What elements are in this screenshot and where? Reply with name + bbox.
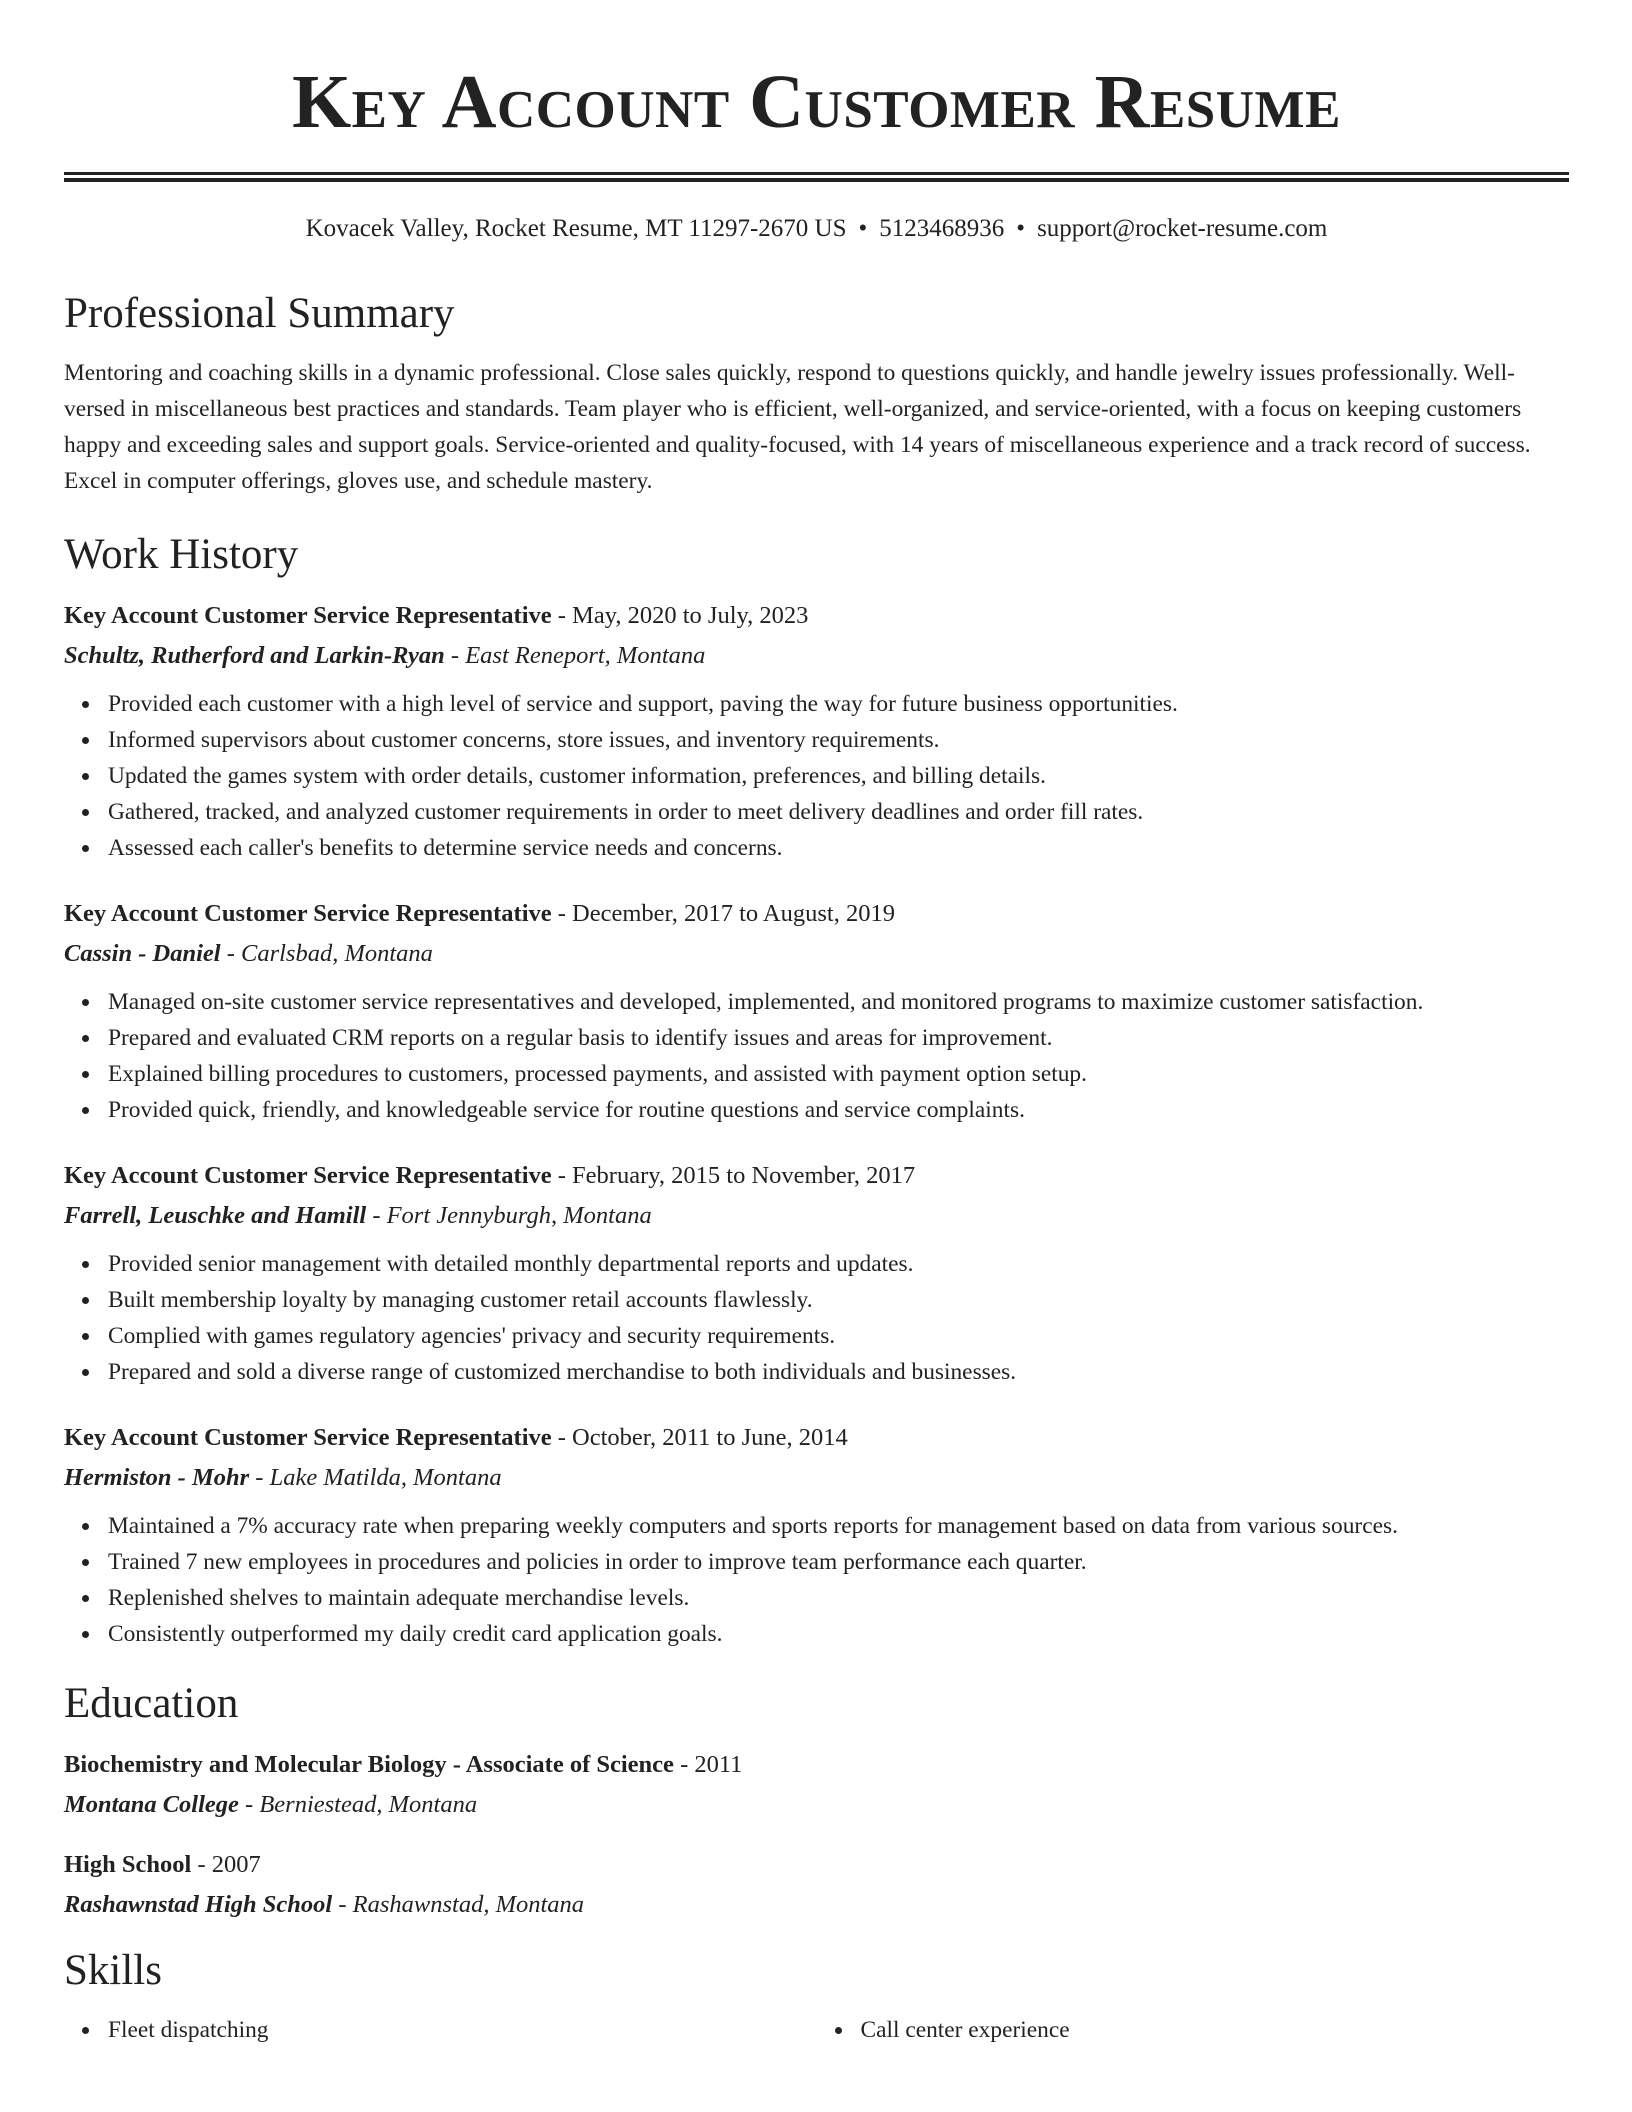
list-item: Maintained a 7% accuracy rate when preparing weekly computers and sports reports for management based on data from various sources.: [108, 1508, 1569, 1544]
job-title: Key Account Customer Service Representative: [64, 1162, 552, 1189]
job-company-line: [64, 1201, 1569, 1229]
list-item: Informed supervisors about customer concerns, store issues, and inventory requirements.: [108, 722, 1569, 758]
list-item: Managed on-site customer service representatives and developed, implemented, and monitored programs to maximize customer satisfaction.: [108, 984, 1569, 1020]
contact-separator: •: [858, 215, 868, 242]
resume-page: [64, 0, 1569, 2048]
contact-line: [64, 216, 1569, 241]
title-divider: [64, 172, 1569, 182]
list-item: Provided quick, friendly, and knowledgeable service for routine questions and service complaints.: [108, 1092, 1569, 1128]
resume-title: Key Account Customer Resume: [292, 60, 1341, 144]
education-school: Montana College: [64, 1790, 239, 1818]
job-entry: [64, 1164, 1569, 1390]
job-dates: - October, 2011 to June, 2014: [551, 1424, 848, 1451]
education-degree-line: [64, 1853, 1569, 1878]
skills-column-left: [64, 2012, 817, 2048]
job-entry: [64, 1426, 1569, 1652]
education-entry: [64, 1753, 1569, 1817]
list-item: Provided senior management with detailed monthly departmental reports and updates.: [108, 1246, 1569, 1282]
job-header: [64, 902, 1569, 927]
job-bullets: [64, 984, 1569, 1128]
job-title: Key Account Customer Service Representative: [64, 900, 552, 927]
job-title: Key Account Customer Service Representative: [64, 1424, 552, 1451]
summary-heading: Professional Summary: [64, 290, 455, 337]
education-location: - Rashawnstad, Montana: [332, 1890, 585, 1918]
education-location: - Berniestead, Montana: [238, 1790, 478, 1818]
job-header: [64, 604, 1569, 629]
job-header: [64, 1164, 1569, 1189]
job-location: - Lake Matilda, Montana: [249, 1463, 502, 1491]
education-year: - 2007: [191, 1851, 261, 1878]
job-company: Hermiston - Mohr: [64, 1463, 250, 1491]
education-school: Rashawnstad High School: [64, 1890, 333, 1918]
list-item: Prepared and evaluated CRM reports on a regular basis to identify issues and areas for improvement.: [108, 1020, 1569, 1056]
education-degree: High School: [64, 1851, 192, 1878]
job-header: [64, 1426, 1569, 1451]
list-item: Gathered, tracked, and analyzed customer requirements in order to meet delivery deadlines and order fill rates.: [108, 794, 1569, 830]
skills-heading: Skills: [64, 1947, 162, 1994]
education-heading: Education: [64, 1680, 239, 1727]
list-item: Consistently outperformed my daily credit card application goals.: [108, 1616, 1569, 1652]
job-entry: [64, 604, 1569, 866]
skills-list: [64, 2012, 1569, 2048]
education-degree: Biochemistry and Molecular Biology - Associate of Science: [64, 1751, 674, 1778]
job-title: Key Account Customer Service Representative: [64, 602, 552, 629]
list-item: Explained billing procedures to customers, processed payments, and assisted with payment option setup.: [108, 1056, 1569, 1092]
job-company: Schultz, Rutherford and Larkin-Ryan: [64, 641, 445, 669]
work-history-heading: Work History: [64, 531, 299, 578]
contact-address: Kovacek Valley, Rocket Resume, MT 11297-2670 US: [305, 215, 847, 242]
list-item: Prepared and sold a diverse range of customized merchandise to both individuals and businesses.: [108, 1354, 1569, 1390]
job-dates: - December, 2017 to August, 2019: [551, 900, 895, 927]
contact-phone: 5123468936: [879, 215, 1005, 242]
job-location: - East Reneport, Montana: [444, 641, 706, 669]
job-company: Cassin - Daniel: [64, 939, 221, 967]
job-entry: [64, 902, 1569, 1128]
job-company: Farrell, Leuschke and Hamill: [64, 1201, 367, 1229]
list-item: Trained 7 new employees in procedures and policies in order to improve team performance each quarter.: [108, 1544, 1569, 1580]
list-item: Provided each customer with a high level of service and support, paving the way for future business opportunities.: [108, 686, 1569, 722]
contact-email: support@rocket-resume.com: [1037, 215, 1328, 242]
list-item: Assessed each caller's benefits to determine service needs and concerns.: [108, 830, 1569, 866]
education-degree-line: [64, 1753, 1569, 1778]
job-company-line: [64, 939, 1569, 967]
job-bullets: [64, 686, 1569, 866]
list-item: Complied with games regulatory agencies' privacy and security requirements.: [108, 1318, 1569, 1354]
education-school-line: [64, 1890, 1569, 1918]
summary-text: Mentoring and coaching skills in a dynamic professional. Close sales quickly, respond to questions quickly, and handle jewelry issues professionally. Well-versed in miscellaneous best practices and standards. Team player who is efficient, well-organized, and service-oriented, with a focus on keeping customers happy and exceeding sales and support goals. Service-oriented and quality-focused, with 14 years of miscellaneous experience and a track record of success. Excel in computer offerings, gloves use, and schedule mastery.: [64, 360, 1531, 494]
job-company-line: [64, 641, 1569, 669]
skill-item: Fleet dispatching: [108, 2012, 817, 2048]
job-bullets: [64, 1508, 1569, 1652]
job-bullets: [64, 1246, 1569, 1390]
job-location: - Fort Jennyburgh, Montana: [366, 1201, 652, 1229]
skill-item: Call center experience: [861, 2012, 1570, 2048]
job-dates: - February, 2015 to November, 2017: [551, 1162, 916, 1189]
list-item: Replenished shelves to maintain adequate merchandise levels.: [108, 1580, 1569, 1616]
list-item: Updated the games system with order details, customer information, preferences, and billing details.: [108, 758, 1569, 794]
education-year: - 2011: [673, 1751, 743, 1778]
skills-column-right: [817, 2012, 1570, 2048]
education-entry: [64, 1853, 1569, 1917]
education-school-line: [64, 1790, 1569, 1818]
job-location: - Carlsbad, Montana: [220, 939, 433, 967]
contact-separator: •: [1016, 215, 1026, 242]
job-dates: - May, 2020 to July, 2023: [551, 602, 809, 629]
job-company-line: [64, 1463, 1569, 1491]
list-item: Built membership loyalty by managing customer retail accounts flawlessly.: [108, 1282, 1569, 1318]
